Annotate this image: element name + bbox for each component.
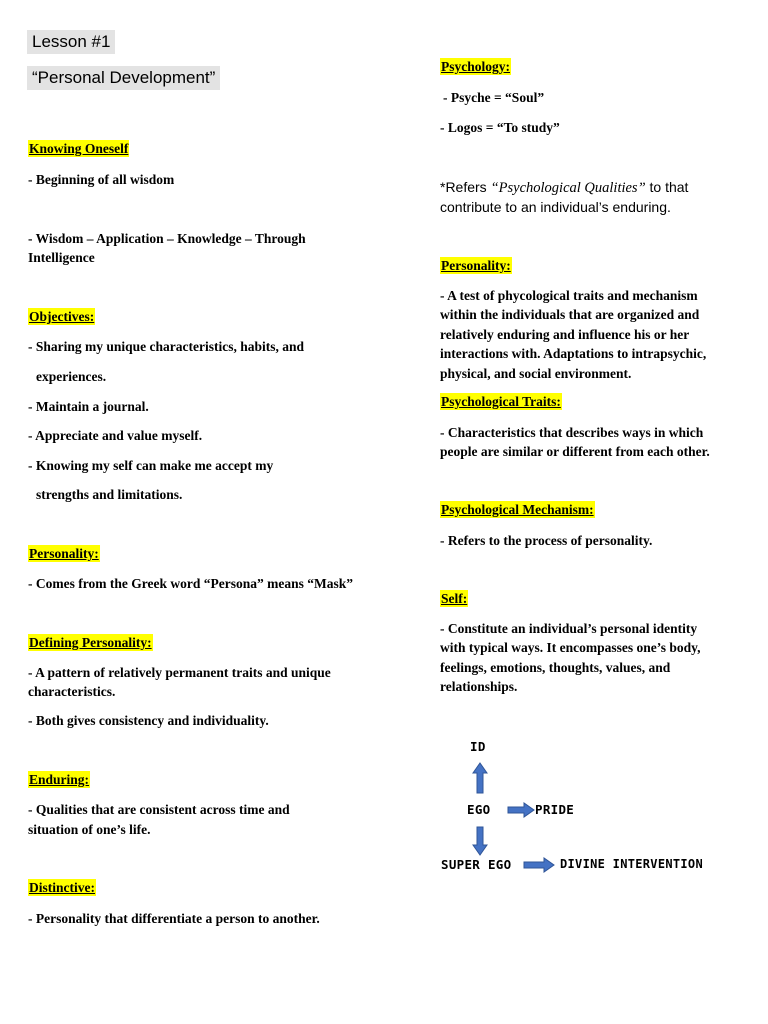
refers-line1 (440, 177, 688, 198)
enduring-line1: - Qualities that are consistent across time and (28, 802, 290, 817)
arrow-right-icon (507, 802, 535, 818)
right-personality-line: relatively enduring and influence his or her (440, 327, 690, 342)
refers-italic: “Psychological Qualities” (490, 180, 646, 196)
psyche-line: - Psyche = “Soul” (443, 90, 545, 105)
defining-line1a: - A pattern of relatively permanent traits and unique (28, 665, 331, 680)
distinctive-heading: Distinctive: (29, 880, 95, 895)
knowing-oneself-line2b: Intelligence (28, 250, 95, 265)
logos-line: - Logos = “To study” (440, 120, 560, 135)
defining-line2: - Both gives consistency and individuality. (28, 713, 269, 728)
self-line: feelings, emotions, thoughts, values, and (440, 660, 671, 675)
traits-line1: - Characteristics that describes ways in which (440, 425, 704, 440)
personality-heading: Personality: (29, 546, 99, 561)
objective-item: - Maintain a journal. (28, 399, 149, 414)
psychological-traits-heading: Psychological Traits: (441, 394, 561, 409)
right-personality-line: physical, and social environment. (440, 366, 632, 381)
diagram-divine-intervention-label: DIVINE INTERVENTION (560, 857, 703, 871)
defining-personality-heading: Defining Personality: (29, 635, 152, 650)
objective-item: - Appreciate and value myself. (28, 428, 203, 443)
right-personality-line: within the individuals that are organized and (440, 307, 700, 322)
distinctive-text: - Personality that differentiate a person to another. (28, 911, 320, 926)
refers-line2: contribute to an individual’s enduring. (440, 199, 671, 215)
objective-item: strengths and limitations. (36, 487, 183, 502)
enduring-line2: situation of one’s life. (28, 822, 151, 837)
lesson-number: Lesson #1 (27, 30, 115, 54)
defining-line1b: characteristics. (28, 684, 116, 699)
diagram-super-ego-label: SUPER EGO (441, 857, 512, 872)
right-personality-heading: Personality: (441, 258, 511, 273)
objective-item: experiences. (36, 369, 107, 384)
self-line: - Constitute an individual’s personal identity (440, 621, 698, 636)
psychology-heading: Psychology: (441, 59, 510, 74)
traits-line2: people are similar or different from each other. (440, 444, 710, 459)
diagram-pride-label: PRIDE (535, 802, 575, 817)
diagram-id-label: ID (470, 739, 486, 754)
personality-text: - Comes from the Greek word “Persona” means “Mask” (28, 576, 353, 591)
refers-prefix: *Refers (440, 179, 491, 195)
self-heading: Self: (441, 591, 468, 606)
psychological-mechanism-heading: Psychological Mechanism: (441, 502, 594, 517)
refers-suffix: to that (645, 179, 689, 195)
objectives-heading: Objectives: (29, 309, 95, 324)
right-personality-line: interactions with. Adaptations to intrapsychic, (440, 346, 707, 361)
self-line: with typical ways. It encompasses one’s body, (440, 640, 701, 655)
knowing-oneself-line2a: - Wisdom – Application – Knowledge – Through (28, 231, 306, 246)
arrow-down-icon (472, 826, 488, 856)
objective-item: - Sharing my unique characteristics, habits, and (28, 339, 305, 354)
arrow-up-icon (472, 762, 488, 794)
right-personality-line: - A test of phycological traits and mechanism (440, 288, 698, 303)
knowing-oneself-line1: - Beginning of all wisdom (28, 172, 175, 187)
arrow-right-icon (523, 857, 555, 873)
diagram-ego-label: EGO (467, 802, 491, 817)
enduring-heading: Enduring: (29, 772, 90, 787)
knowing-oneself-heading: Knowing Oneself (29, 141, 129, 156)
objective-item: - Knowing my self can make me accept my (28, 458, 274, 473)
self-line: relationships. (440, 679, 518, 694)
mechanism-text: - Refers to the process of personality. (440, 533, 653, 548)
page-title: “Personal Development” (27, 66, 220, 90)
